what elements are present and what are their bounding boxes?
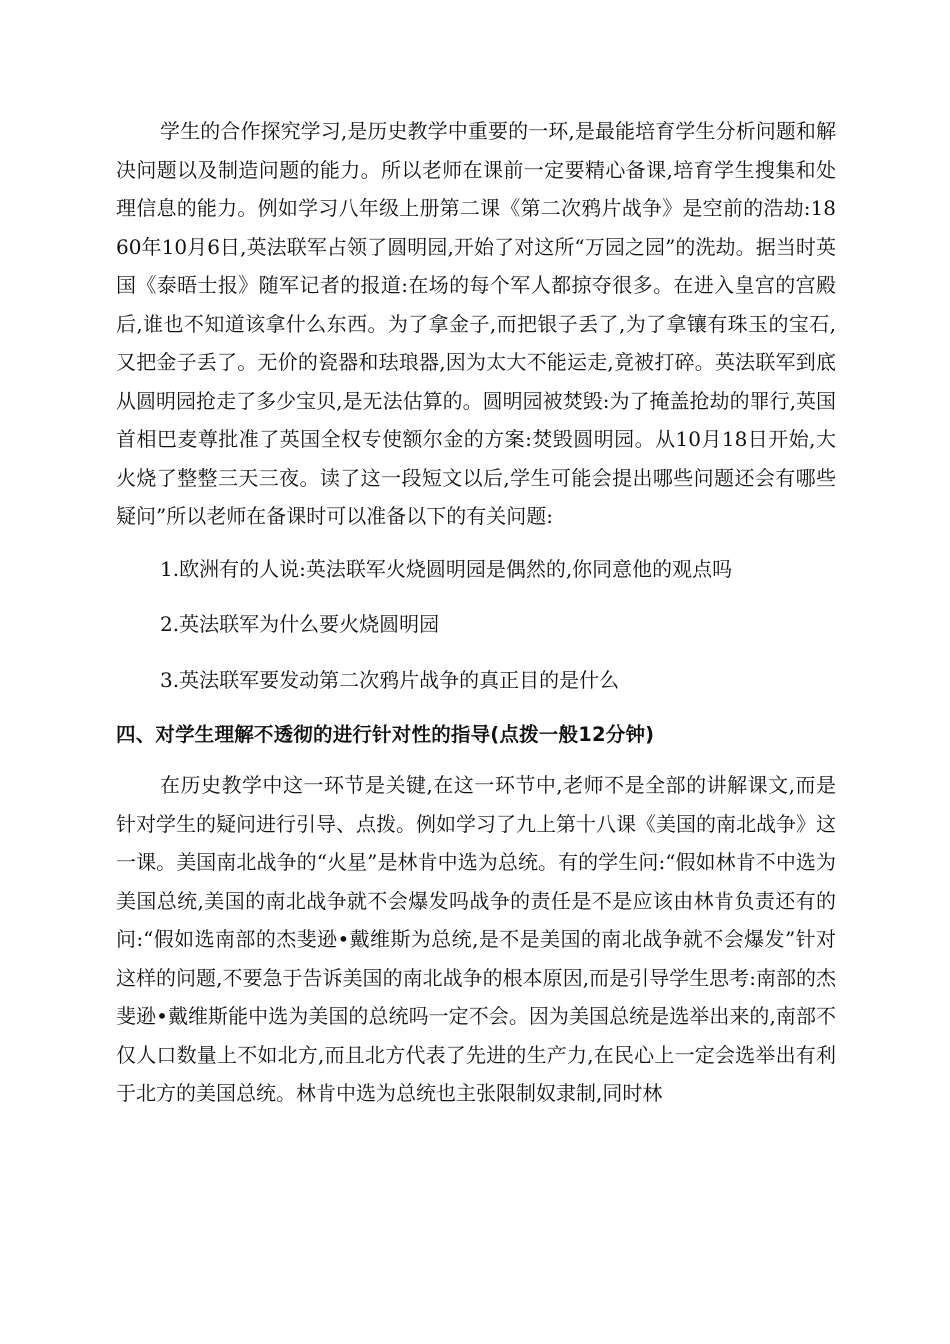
document-body xyxy=(116,112,836,1113)
question-item: 3.英法联军要发动第二次鸦片战争的真正目的是什么 xyxy=(160,667,620,692)
question-item: 1.欧洲有的人说:英法联军火烧圆明园是偶然的,你同意他的观点吗 xyxy=(160,556,733,581)
section-heading: 四、对学生理解不透彻的进行针对性的指导(点拨一般12分钟) xyxy=(116,723,655,746)
body-paragraph: 在历史教学中这一环节是关键,在这一环节中,老师不是全部的讲解课文,而是针对学生的疑问进行引导、点拨。例如学习了九上第十八课《美国的南北战争》这一课。美国南北战争的“火星”是林肯中选为总统。有的学生问:“假如林肯不中选为美国总统,美国的南北战争就不会爆发吗战争的责任是不是应该由林肯负责还有的问:“假如选南部的杰斐逊•戴维斯为总统,是不是美国的南北战争就不会爆发”针对这样的问题,不要急于告诉美国的南北战争的根本原因,而是引导学生思考:南部的杰斐逊•戴维斯能中选为美国的总统吗一定不会。因为美国总统是选举出来的,南部不仅人口数量上不如北方,而且北方代表了先进的生产力,在民心上一定会选举出有利于北方的美国总统。林肯中选为总统也主张限制奴隶制,同时林 xyxy=(116,773,836,1105)
question-list xyxy=(116,550,836,700)
body-paragraph: 学生的合作探究学习,是历史教学中重要的一环,是最能培育学生分析问题和解决问题以及制造问题的能力。所以老师在课前一定要精心备课,培育学生搜集和处理信息的能力。例如学习八年级上册第二课《第二次鸦片战争》是空前的浩劫:1860年10月6日,英法联军占领了圆明园,开始了对这所“万园之园”的洗劫。据当时英国《泰晤士报》随军记者的报道:在场的每个军人都掠夺很多。在进入皇宫的宫殿后,谁也不知道该拿什么东西。为了拿金子,而把银子丢了,为了拿镶有珠玉的宝石,又把金子丢了。无价的瓷器和珐琅器,因为太大不能运走,竟被打碎。英法联军到底从圆明园抢走了多少宝贝,是无法估算的。圆明园被焚毁:为了掩盖抢劫的罪行,英国首相巴麦尊批准了英国全权专使额尔金的方案:焚毁圆明园。从10月18日开始,大火烧了整整三天三夜。读了这一段短文以后,学生可能会提出哪些问题还会有哪些疑问”所以老师在备课时可以准备以下的有关问题: xyxy=(116,119,836,528)
question-item: 2.英法联军为什么要火烧圆明园 xyxy=(160,612,440,636)
